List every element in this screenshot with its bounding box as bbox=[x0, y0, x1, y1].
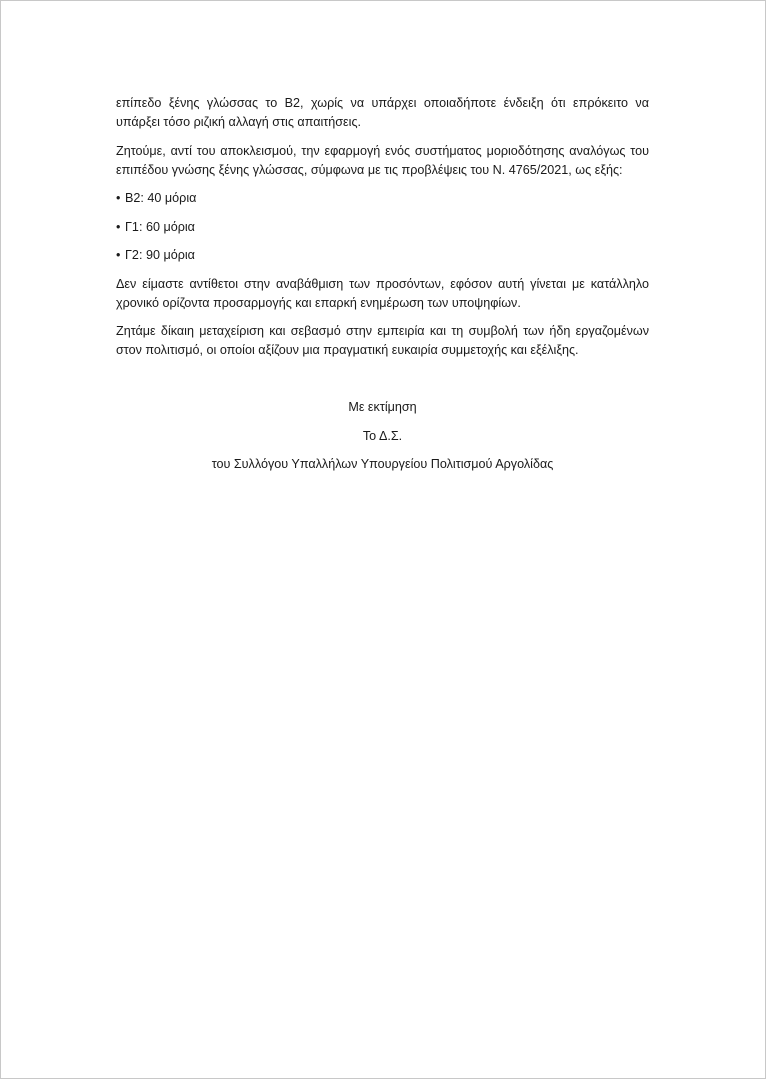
paragraph-request-scoring: Ζητούμε, αντί του αποκλεισμού, την εφαρμογή ενός συστήματος μοριοδότησης αναλόγως του επιπέδου γνώσης ξένης γλώσσας, σύμφωνα με τις προβλέψεις του Ν. 4765/2021, ως εξής: bbox=[116, 143, 649, 177]
bullet-icon: • bbox=[116, 191, 121, 205]
signature-block bbox=[116, 398, 649, 474]
bullet-text: Γ2: 90 μόρια bbox=[125, 248, 195, 262]
bullet-item-c2 bbox=[116, 246, 649, 265]
bullet-icon: • bbox=[116, 248, 121, 262]
closing-organization: του Συλλόγου Υπαλλήλων Υπουργείου Πολιτισμού Αργολίδας bbox=[211, 457, 554, 471]
bullet-icon: • bbox=[116, 219, 121, 234]
bullet-item-b2 bbox=[116, 189, 649, 208]
bullet-item-c1 bbox=[116, 218, 649, 237]
paragraph-fair-treatment: Ζητάμε δίκαιη μεταχείριση και σεβασμό στην εμπειρία και τη συμβολή των ήδη εργαζομένων στον πολιτισμό, οι οποίοι αξίζουν μια πραγματική ευκαιρία συμμετοχής και εξέλιξης. bbox=[116, 324, 649, 357]
bullet-text: Γ1: 60 μόρια bbox=[125, 219, 195, 234]
closing-board: Το Δ.Σ. bbox=[362, 428, 403, 443]
paragraph-not-opposed: Δεν είμαστε αντίθετοι στην αναβάθμιση των προσόντων, εφόσον αυτή γίνεται με κατάλληλο χρονικό ορίζοντα προσαρμογής και επαρκή ενημέρωση των υποψηφίων. bbox=[116, 276, 649, 310]
document-body bbox=[116, 94, 649, 484]
paragraph-language-level: επίπεδο ξένης γλώσσας το Β2, χωρίς να υπάρχει οποιαδήποτε ένδειξη ότι επρόκειτο να υπάρξει τόσο ριζική αλλαγή στις απαιτήσεις. bbox=[116, 96, 649, 129]
closing-salutation: Με εκτίμηση bbox=[348, 400, 417, 414]
bullet-text: Β2: 40 μόρια bbox=[125, 191, 197, 205]
